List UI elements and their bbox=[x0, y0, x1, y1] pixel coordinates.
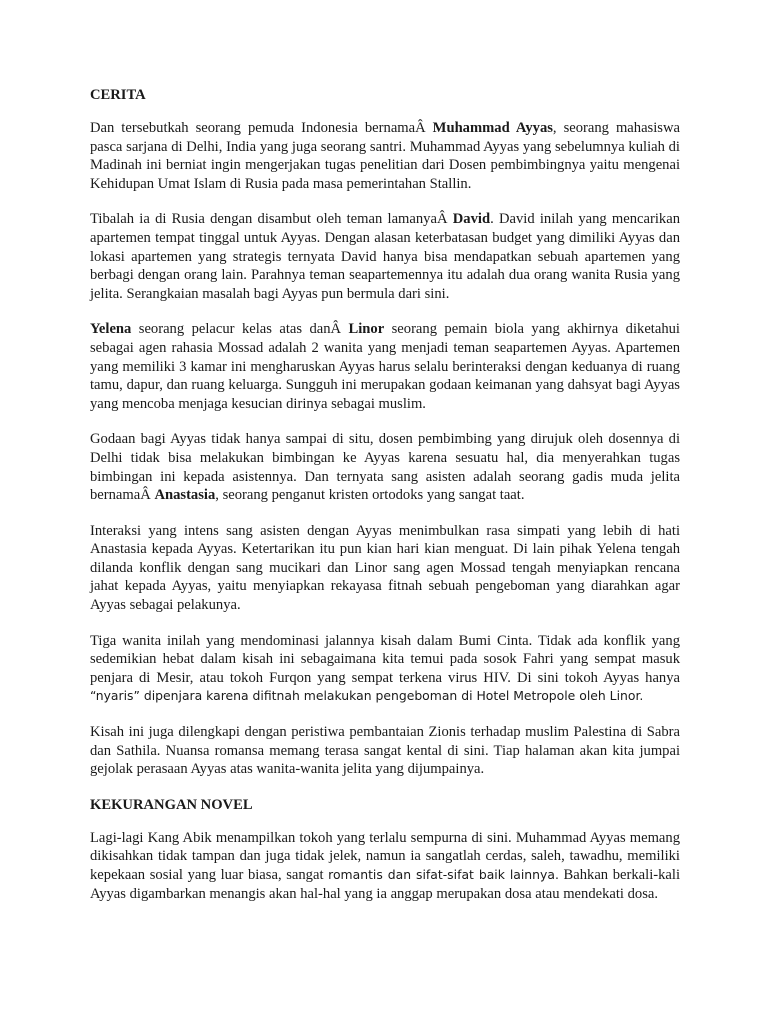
paragraph-2 bbox=[90, 210, 680, 303]
name-muhammad-ayyas: Muhammad Ayyas bbox=[432, 120, 553, 136]
paragraph-1 bbox=[90, 119, 680, 193]
p4-text-a: Godaan bagi Ayyas tidak hanya sampai di situ, dosen pembimbing yang dirujuk oleh dosennya di Delhi tidak bisa melakukan bimbingan ke Ayyas karena sesuatu hal, dia menyerahkan tugas bimbingan ini kepada asistennya. Dan ternyata sang asisten adalah seorang gadis muda jelita bernamaÂ bbox=[90, 431, 680, 504]
paragraph-3 bbox=[90, 320, 680, 413]
p8-text-a: Lagi-lagi Kang Abik menampilkan tokoh yang terlalu sempurna di sini. Muhammad Ayyas memang dikisahkan tidak tampan dan juga tidak jelek, namun ia sangatlah cerdas, saleh, tawadhu, memiliki kepekaan sosial yang luar biasa, sangat bbox=[90, 829, 680, 883]
name-linor: Linor bbox=[348, 321, 385, 338]
heading-kekurangan-novel: KEKURANGAN NOVEL bbox=[90, 796, 253, 813]
p1-text-b: , seorang mahasiswa pasca sarjana di Delhi, India yang juga seorang santri. Muhammad Ayyas yang sebelumnya kuliah di Madinah ini berniat ingin mengerjakan tugas penelitian dari Dosen pembimbingnya yaitu mengenai Kehidupan Umat Islam di Rusia pada masa pemerintahan Stallin. bbox=[90, 120, 680, 192]
p3-text-a: seorang pelacur kelas atas danÂ bbox=[131, 321, 349, 338]
p6-text-b: “nyaris” dipenjara karena difitnah melakukan pengeboman di Hotel Metropole oleh Linor. bbox=[90, 688, 644, 704]
p3-text-b: seorang pemain biola yang akhirnya diketahui sebagai agen rahasia Mossad adalah 2 wanita yang menjadi teman seapartemen Ayyas. Apartemen yang memiliki 3 kamar ini mengharuskan Ayyas harus selalu berinteraksi dengan keduanya di ruang tamu, dapur, dan ruang keluarga. Sungguh ini merupakan godaan keimanan yang dahsyat bagi Ayyas yang mencoba menjaga kesucian dirinya sebagai muslim. bbox=[90, 321, 680, 412]
p8-text-b: romantis dan sifat-sifat baik lainnya. bbox=[328, 867, 559, 882]
p2-text-b: . David inilah yang mencarikan apartemen tempat tinggal untuk Ayyas. Dengan alasan keterbatasan budget yang dimiliki Ayyas dan lokasi apartemen yang strategis ternyata David hanya bisa mendapatkan sebuah apartemen yang berbagi dengan orang lain. Parahnya teman seapartemennya itu adalah dua orang wanita Rusia yang jelita. Serangkaian masalah bagi Ayyas pun bermula dari sini. bbox=[90, 211, 680, 302]
p4-text-b: , seorang penganut kristen ortodoks yang sangat taat. bbox=[215, 487, 525, 504]
p8-text-c: Bahkan berkali-kali Ayyas digambarkan menangis akan hal-hal yang ia anggap merupakan dosa atau mendekati dosa. bbox=[90, 867, 681, 902]
p1-text-a: Dan tersebutkah seorang pemuda Indonesia bernamaÂ bbox=[90, 120, 433, 136]
name-yelena: Yelena bbox=[90, 321, 132, 338]
paragraph-6 bbox=[90, 632, 680, 706]
name-david: David bbox=[452, 211, 491, 228]
paragraph-4 bbox=[90, 430, 680, 504]
heading-cerita: CERITA bbox=[90, 87, 146, 103]
name-anastasia: Anastasia bbox=[154, 487, 216, 504]
paragraph-8 bbox=[90, 829, 680, 903]
paragraph-7: Kisah ini juga dilengkapi dengan peristiwa pembantaian Zionis terhadap muslim Palestina di Sabra dan Sathila. Nuansa romansa memang terasa sangat kental di sini. Tiap halaman akan kita jumpai gejolak perasaan Ayyas atas wanita-wanita jelita yang dijumpainya. bbox=[90, 724, 680, 778]
p2-text-a: Tibalah ia di Rusia dengan disambut oleh teman lamanyaÂ bbox=[90, 211, 453, 228]
p6-text-a: Tiga wanita inilah yang mendominasi jalannya kisah dalam Bumi Cinta. Tidak ada konflik yang sedemikian hebat dalam kisah ini sebagaimana kita temui pada sosok Fahri yang sempat masuk penjara di Mesir, atau tokoh Furqon yang sempat terkena virus HIV. Di sini tokoh Ayyas hanya bbox=[90, 632, 680, 686]
paragraph-5: Interaksi yang intens sang asisten dengan Ayyas menimbulkan rasa simpati yang lebih di hati Anastasia kepada Ayyas. Ketertarikan itu pun kian hari kian menguat. Di lain pihak Yelena tengah dilanda konflik dengan sang mucikari dan Linor sang agen Mossad tengah menyiapkan rencana jahat kepada Ayyas, yaitu menyiapkan rekayasa fitnah sebuah pengeboman yang diarahkan agar Ayyas sebagai pelakunya. bbox=[90, 522, 680, 614]
